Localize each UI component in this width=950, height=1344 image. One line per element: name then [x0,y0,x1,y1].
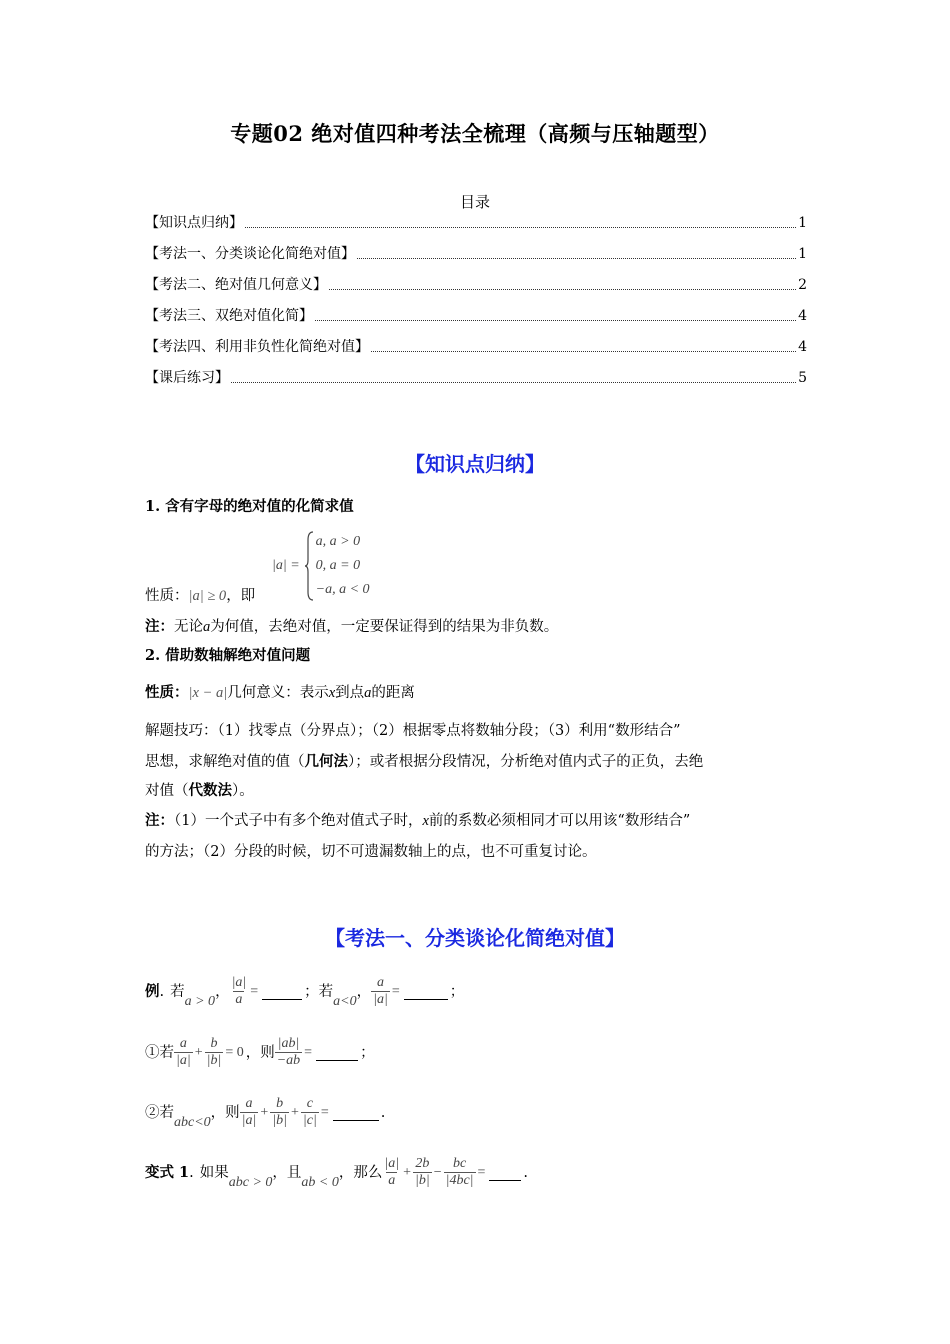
fraction [230,975,249,1008]
body-text: ，则 [245,1044,275,1061]
answer-blank[interactable] [489,1164,521,1181]
numerator: a [376,975,384,990]
equals: = [250,983,259,999]
denominator: −ab [276,1053,301,1068]
numerator: c [306,1096,313,1111]
piecewise-lhs: |a| = [272,558,300,573]
numerator: |a| [384,1156,400,1171]
toc-heading: 目录 [459,193,490,211]
punct: ， [356,983,372,1000]
note-label: 注： [145,618,174,635]
math-var: a [203,619,211,635]
toc-item[interactable] [145,365,807,387]
denominator: |b| [272,1113,287,1128]
tips-line-2 [145,752,703,772]
body-text: 对值（ [145,783,189,799]
toc-item[interactable] [145,272,807,294]
property-formula: |a| ≥ 0 [188,588,227,604]
punct: . [380,1104,386,1121]
toc-item-page: 1 [798,215,807,231]
plus: + [290,1104,299,1120]
subheading-1: 1. 含有字母的绝对值的化简求值 [145,498,354,515]
math-var: x [422,813,429,829]
numerator: a [245,1096,253,1111]
equals: = [477,1164,486,1180]
equals: = [320,1104,329,1120]
numerator: 2b [415,1156,430,1171]
toc-leader-dots [231,382,796,383]
toc-item-page: 1 [798,246,807,262]
denominator: |a| [176,1053,191,1068]
note-2-line-1 [145,811,690,831]
toc-item-label: 【考法二、绝对值几何意义】 [145,277,327,293]
section-title-method-1: 【考法一、分类谈论化简绝对值】 [325,926,625,950]
piecewise-definition [272,530,370,602]
equals-zero: = 0 [225,1044,244,1060]
toc-item-page: 2 [798,277,807,293]
fraction [413,1156,432,1189]
question-label: ①若 [145,1044,174,1061]
emphasis: 代数法 [188,782,232,799]
answer-blank[interactable] [333,1104,379,1121]
body-text: ）；或者根据分段情况，分析绝对值内式子的正负，去绝 [348,754,704,770]
fraction [174,1036,193,1069]
toc-leader-dots [371,351,796,352]
condition: a<0 [333,993,357,1009]
distance-formula: |x − a| [188,685,228,701]
numerator: a [179,1036,187,1051]
piecewise-cases [316,530,370,602]
toc-item[interactable] [145,241,807,263]
piecewise-case-3: −a, a < 0 [315,582,370,597]
fraction [371,975,390,1008]
body-text: ，且 [272,1164,302,1181]
body-text: 几何意义：表示 [227,685,329,701]
fraction [240,1096,259,1129]
emphasis: 几何法 [304,753,348,770]
document-title: 专题02 绝对值四种考法全梳理（高频与压轴题型） [230,121,720,146]
toc-leader-dots [357,258,796,259]
note-label: 注： [145,812,174,829]
denominator: |c| [302,1113,317,1128]
denominator: |4bc| [445,1173,474,1188]
left-brace-icon [304,530,314,602]
math-var: a [364,685,372,701]
denominator: a [388,1173,396,1188]
question-1 [145,1036,375,1069]
fraction [301,1096,319,1129]
minus: − [433,1164,442,1180]
body-text: 思想，求解绝对值的值（ [145,754,305,770]
note-2-line-2: 的方法；（2）分段的时候，切不可遗漏数轴上的点，也不可重复讨论。 [145,844,597,860]
toc-leader-dots [315,320,796,321]
numerator: b [276,1096,284,1111]
body-text: 的距离 [371,685,415,701]
body-text: 如果 [199,1164,229,1181]
variant-label: 变式 1 [145,1163,190,1181]
piecewise-case-2: 0, a = 0 [315,558,361,573]
body-text: 到点 [335,685,365,701]
fraction [270,1096,289,1129]
toc-item-label: 【考法四、利用非负性化简绝对值】 [145,339,369,355]
example-label: 例 [145,982,160,1000]
denominator: a [235,992,243,1007]
condition: abc<0 [174,1114,211,1130]
note-text: （1）一个式子中有多个绝对值式子时， [174,813,423,829]
equals: = [304,1044,313,1060]
numerator: b [210,1036,218,1051]
body-text: 若 [170,983,185,1000]
property-label: 性质： [145,588,189,604]
numerator: bc [452,1156,467,1171]
toc-item-label: 【考法三、双绝对值化简】 [145,308,313,324]
tips-line-1: 解题技巧：（1）找零点（分界点）；（2）根据零点将数轴分段；（3）利用“数形结合” [145,723,681,739]
toc-item-label: 【知识点归纳】 [145,215,243,231]
toc-item[interactable] [145,334,807,356]
plus: + [403,1164,411,1180]
body-text: 若 [318,983,334,1000]
plus: + [194,1044,203,1060]
condition: a > 0 [184,993,216,1009]
property-2-line [145,683,415,703]
punct: . [523,1164,529,1181]
numerator: |ab| [277,1036,300,1051]
fraction [444,1156,476,1189]
condition: ab < 0 [301,1174,339,1190]
tips-line-3 [145,781,254,801]
property-label: 性质： [145,684,189,701]
punct: . [159,983,165,1000]
property-line [145,586,255,606]
note-1 [145,617,558,637]
question-2 [145,1096,385,1129]
punct: ； [449,983,465,1000]
note-text: 为何值，去绝对值，一定要保证得到的结果为非负数。 [210,619,559,635]
denominator: |a| [373,992,388,1007]
answer-blank[interactable] [404,983,448,1000]
section-title-knowledge: 【知识点归纳】 [405,452,545,476]
denominator: |b| [206,1053,222,1068]
punct: ， [215,983,230,1000]
condition: abc > 0 [228,1174,273,1190]
math-var: x [328,685,336,701]
note-text: 前的系数必须相同才可以用该“数形结合” [428,813,691,829]
body-text: ，那么 [338,1164,383,1181]
plus: + [260,1104,269,1120]
answer-blank[interactable] [316,1044,358,1061]
body-text: ）。 [232,783,254,799]
toc-item-label: 【考法一、分类谈论化简绝对值】 [145,246,355,262]
example-line [145,975,464,1008]
note-text: 无论 [174,619,203,635]
fraction [382,1156,401,1189]
body-text: ，则 [210,1104,240,1121]
punct: ； [360,1044,375,1061]
fraction [205,1036,224,1069]
toc-item-page: 4 [798,339,807,355]
toc-item-page: 5 [798,370,807,386]
numerator: |a| [231,975,247,990]
piecewise-case-1: a, a > 0 [315,534,361,549]
toc-leader-dots [245,227,796,228]
denominator: |a| [241,1113,257,1128]
fraction [275,1036,302,1069]
punct: ； [304,983,319,1000]
toc-leader-dots [329,289,796,290]
punct: . [189,1164,194,1181]
toc-item-label: 【课后练习】 [145,370,229,386]
question-label: ②若 [145,1104,174,1121]
subheading-2: 2. 借助数轴解绝对值问题 [145,647,311,664]
toc-item-page: 4 [798,308,807,324]
denominator: |b| [414,1173,430,1188]
variant-1 [145,1156,528,1189]
toc-item[interactable] [145,303,807,325]
toc-item[interactable] [145,210,807,232]
property-suffix: ，即 [226,588,256,604]
answer-blank[interactable] [262,983,302,1000]
equals: = [391,983,400,999]
